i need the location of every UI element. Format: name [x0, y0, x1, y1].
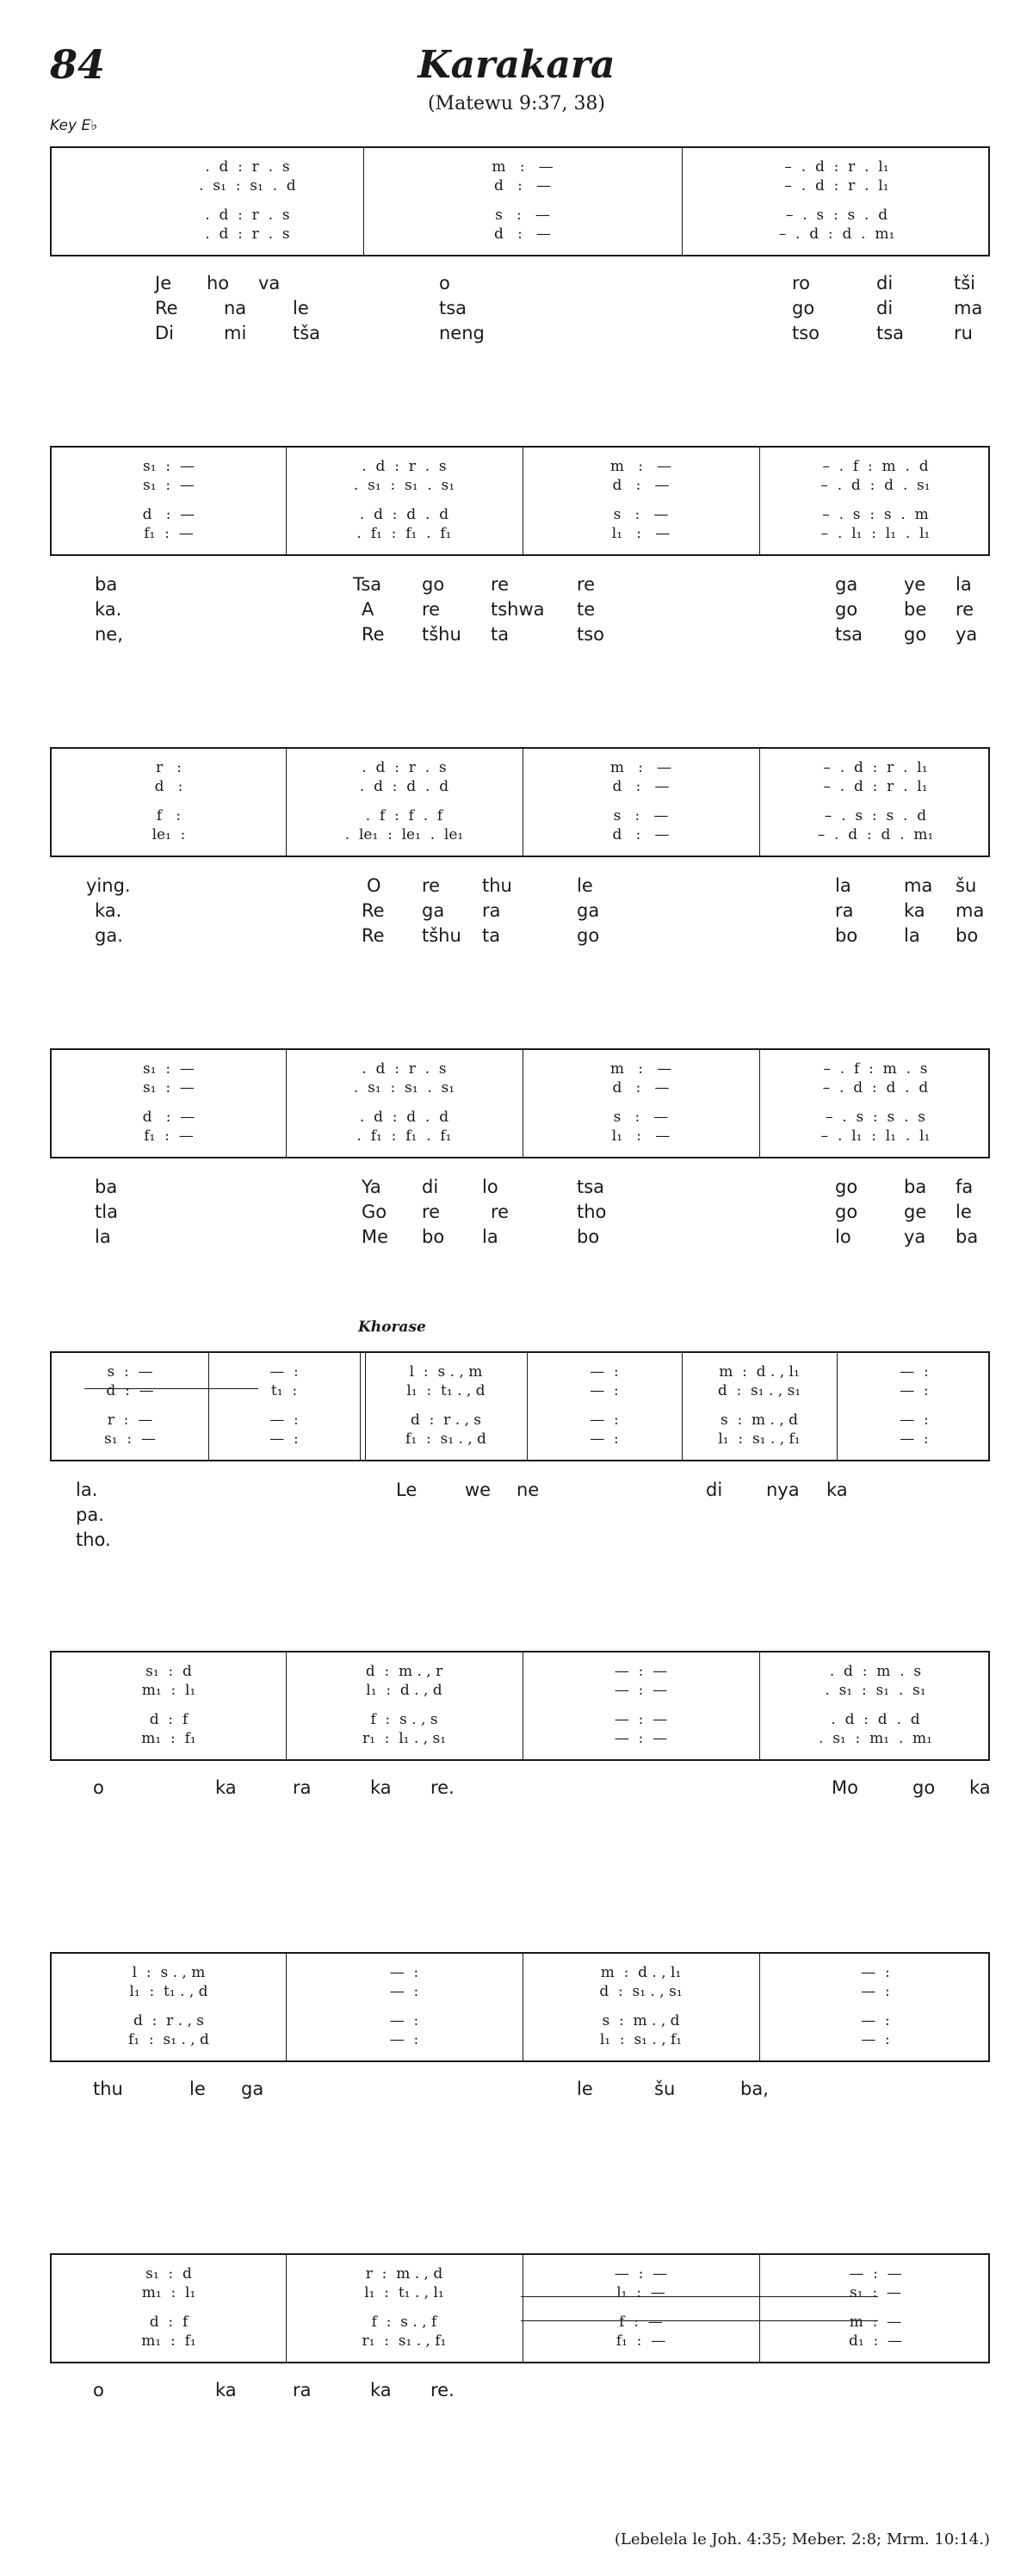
lyric-syllable: ga — [241, 2079, 264, 2099]
soprano-notes: m : d . , l₁ — [600, 1964, 682, 1981]
bass-notes: . le₁ : le₁ . le₁ — [344, 826, 464, 843]
soprano-notes: . d : r . s — [362, 759, 447, 776]
soprano-notes: . d : m . s — [829, 1663, 922, 1680]
lyric-syllable: ge — [904, 1202, 927, 1222]
lyric-syllable: ya — [956, 624, 978, 645]
alto-notes: — : — — [614, 1682, 668, 1699]
lyric-syllable: ra — [835, 900, 854, 921]
soprano-notes: — : — [900, 1363, 929, 1381]
lyric-syllable: ra — [293, 1777, 312, 1798]
tenor-notes: — : — [900, 1412, 929, 1429]
lyric-syllable: tho. — [76, 1529, 111, 1550]
lyric-syllable: re. — [430, 1777, 455, 1798]
bass-notes: r₁ : s₁ . , f₁ — [362, 2332, 447, 2350]
bass-notes: . s₁ : m₁ . m₁ — [819, 1730, 932, 1747]
alto-notes: . s₁ : s₁ . s₁ — [353, 477, 455, 494]
lyric-syllable: bo — [835, 925, 858, 946]
lyric-syllable: ya — [904, 1226, 926, 1247]
lyric-syllable: be — [904, 599, 927, 620]
lyric-syllable: ka — [370, 2380, 392, 2400]
tie-line — [521, 2320, 878, 2321]
lyric-syllable: tša — [293, 323, 321, 343]
lyric-syllable: Re — [362, 925, 385, 946]
barline — [286, 1050, 287, 1157]
soprano-notes: m : — — [609, 759, 672, 776]
soprano-notes: r : m . , d — [365, 2265, 443, 2283]
lyric-syllable: ro — [792, 273, 811, 293]
barline — [682, 1353, 683, 1460]
lyric-syllable: di — [876, 273, 894, 293]
lyric-syllable: la — [835, 875, 851, 896]
tenor-notes: d : — — [142, 1109, 195, 1126]
alto-notes: – . d : d . s₁ — [820, 477, 931, 494]
lyric-syllable: ba — [95, 574, 118, 595]
lyric-syllable: thu — [93, 2079, 123, 2099]
lyric-syllable: tšhu — [422, 624, 461, 645]
lyric-syllable: go — [835, 1202, 858, 1222]
lyric-syllable: ka. — [95, 900, 122, 921]
bass-notes: m₁ : f₁ — [141, 2332, 196, 2350]
alto-notes: d : — — [612, 1079, 670, 1096]
tenor-notes: s : — — [613, 506, 669, 523]
lyric-syllable: lo — [835, 1226, 851, 1247]
soprano-notes: s : — — [107, 1363, 153, 1381]
bass-notes: d₁ : — — [848, 2332, 903, 2350]
lyric-syllable: tso — [577, 624, 605, 645]
score-system-7 — [50, 1952, 990, 2062]
tenor-notes: s : — — [613, 807, 669, 825]
alto-notes: – . d : r . l₁ — [823, 778, 928, 795]
barline — [286, 1954, 287, 2060]
bass-notes: – . d : d . m₁ — [778, 225, 895, 243]
lyric-syllable: ma — [904, 875, 933, 896]
barline — [286, 749, 287, 856]
tenor-notes: s : — — [613, 1109, 669, 1126]
bass-notes: — : — — [614, 1730, 668, 1747]
barline — [365, 1353, 366, 1460]
lyric-syllable: le — [577, 2079, 593, 2099]
lyric-syllable: pa. — [76, 1504, 104, 1525]
alto-notes: d : s₁ . , s₁ — [717, 1382, 801, 1399]
bass-notes: — : — [861, 2031, 890, 2048]
lyric-syllable: Re — [362, 624, 385, 645]
lyric-syllable: ka — [215, 2380, 237, 2400]
tenor-notes: f : — — [619, 2313, 663, 2331]
lyric-syllable: le — [956, 1202, 972, 1222]
tenor-notes: . f : f . f — [365, 807, 443, 825]
barline — [759, 2255, 760, 2362]
alto-notes: — : — [389, 1983, 419, 2000]
bass-notes: — : — [900, 1430, 929, 1448]
bass-notes: — : — [590, 1430, 619, 1448]
lyric-syllable: ga — [835, 574, 858, 595]
tenor-notes: d : r . , s — [133, 2012, 205, 2029]
tenor-notes: . d : d . d — [831, 1711, 920, 1728]
lyric-syllable: ka — [215, 1777, 237, 1798]
lyric-syllable: tla — [95, 1202, 118, 1222]
tenor-notes: r : — — [107, 1412, 153, 1429]
lyric-syllable: ma — [956, 900, 985, 921]
tenor-notes: d : r . , s — [410, 1412, 482, 1429]
alto-notes: d : — — [612, 477, 670, 494]
alto-notes: s₁ : — — [143, 1079, 195, 1096]
lyric-syllable: Re — [155, 298, 178, 318]
bass-notes: d : — — [493, 225, 552, 243]
lyric-syllable: go — [422, 574, 445, 595]
barline — [759, 1050, 760, 1157]
soprano-notes: – . d : r . l₁ — [784, 158, 889, 176]
alto-notes: m₁ : l₁ — [141, 1682, 196, 1699]
alto-notes: – . d : d . d — [822, 1079, 929, 1096]
lyric-syllable: o — [439, 273, 450, 293]
chorus-label: Khorase — [358, 1319, 426, 1336]
alto-notes: – . d : r . l₁ — [784, 177, 889, 195]
bass-notes: f₁ : — — [144, 525, 194, 542]
alto-notes: — : — [900, 1382, 929, 1399]
lyric-syllable: ne, — [95, 624, 123, 645]
alto-notes: l₁ : t₁ . , l₁ — [364, 2284, 444, 2301]
tenor-notes: s : — — [495, 207, 550, 224]
lyric-syllable: le — [293, 298, 309, 318]
bass-notes: d : — — [612, 826, 670, 843]
key-signature: Key E♭ — [50, 117, 98, 134]
score-system-3 — [50, 747, 990, 857]
lyric-syllable: go — [904, 624, 927, 645]
lyric-syllable: go — [792, 298, 815, 318]
bass-notes: . f₁ : f₁ . f₁ — [356, 1127, 452, 1145]
lyric-syllable: nya — [766, 1480, 800, 1500]
tenor-notes: m : — — [849, 2313, 902, 2331]
lyric-syllable: thu — [482, 875, 512, 896]
lyric-syllable: fa — [956, 1177, 974, 1197]
bass-notes: r₁ : l₁ . , s₁ — [362, 1730, 447, 1747]
lyric-syllable: o — [93, 1777, 104, 1798]
tenor-notes: d : f — [149, 1711, 189, 1728]
lyric-syllable: ga — [422, 900, 445, 921]
soprano-notes: – . f : m . s — [823, 1060, 928, 1078]
score-system-8 — [50, 2253, 990, 2363]
bass-notes: f₁ : — — [144, 1127, 194, 1145]
lyric-syllable: la — [956, 574, 972, 595]
lyric-syllable: ga — [577, 900, 600, 921]
soprano-notes: . d : r . s — [362, 458, 447, 475]
lyric-syllable: go — [577, 925, 600, 946]
tenor-notes: – . s : s . s — [825, 1109, 926, 1126]
lyric-syllable: tshwa — [491, 599, 545, 620]
alto-notes: d : — — [612, 778, 670, 795]
soprano-notes: r : — [155, 759, 182, 776]
tenor-notes: s : m . , d — [602, 2012, 680, 2029]
alto-notes: d : — — [493, 177, 552, 195]
tenor-notes: . d : d . d — [359, 1109, 449, 1126]
lyric-syllable: ying. — [86, 875, 131, 896]
lyric-syllable: Me — [362, 1226, 389, 1247]
barline — [286, 1652, 287, 1759]
lyric-syllable: bo — [956, 925, 979, 946]
lyric-syllable: re. — [430, 2380, 455, 2400]
lyric-syllable: le — [189, 2079, 206, 2099]
lyric-syllable: ka. — [95, 599, 122, 620]
lyric-syllable: ka — [826, 1480, 848, 1500]
lyric-syllable: re — [491, 574, 510, 595]
lyric-syllable: ma — [954, 298, 983, 318]
lyric-syllable: re — [491, 1202, 510, 1222]
score-system-2 — [50, 446, 990, 556]
lyric-syllable: te — [577, 599, 596, 620]
bass-notes: . f₁ : f₁ . f₁ — [356, 525, 452, 542]
lyric-syllable: va — [258, 273, 281, 293]
tenor-notes: d : f — [149, 2313, 189, 2331]
tenor-notes: — : — [861, 2012, 890, 2029]
lyric-syllable: A — [362, 599, 374, 620]
bass-notes: f₁ : — — [615, 2332, 666, 2350]
lyric-syllable: lo — [482, 1177, 498, 1197]
alto-notes: . s₁ : s₁ . d — [189, 177, 296, 195]
alto-notes: d : s₁ . , s₁ — [599, 1983, 683, 2000]
tie-line — [84, 1388, 258, 1389]
bass-notes: l₁ : s₁ . , f₁ — [718, 1430, 801, 1448]
lyric-syllable: ne — [516, 1480, 540, 1500]
soprano-notes: — : — [590, 1363, 619, 1381]
hymn-title: Karakara — [418, 43, 615, 87]
lyric-syllable: la. — [76, 1480, 98, 1500]
tenor-notes: s : m . , d — [720, 1412, 799, 1429]
lyric-syllable: Re — [362, 900, 385, 921]
barline — [363, 148, 364, 255]
lyric-syllable: ba, — [740, 2079, 769, 2099]
lyric-syllable: go — [912, 1777, 936, 1798]
barline — [759, 448, 760, 554]
bass-notes: s₁ : — — [104, 1430, 156, 1448]
barline — [837, 1353, 838, 1460]
barline — [759, 749, 760, 856]
soprano-notes: m : d . , l₁ — [719, 1363, 800, 1381]
tenor-notes: – . s : s . d — [785, 207, 888, 224]
lyric-syllable: la — [904, 925, 920, 946]
tie-line — [521, 2296, 878, 2297]
barline — [360, 1353, 361, 1460]
soprano-notes: l : s . , m — [409, 1363, 483, 1381]
soprano-notes: l : s . , m — [132, 1964, 206, 1981]
soprano-notes: — : — — [614, 2265, 668, 2283]
barline — [208, 1353, 209, 1460]
tenor-notes: . d : r . s — [195, 207, 290, 224]
barline — [286, 448, 287, 554]
lyric-syllable: tšhu — [422, 925, 461, 946]
alto-notes: l₁ : t₁ . , d — [406, 1382, 486, 1399]
bass-notes: – . l₁ : l₁ . l₁ — [820, 1127, 931, 1145]
soprano-notes: m : — — [609, 1060, 672, 1078]
bass-notes: — : — [269, 1430, 299, 1448]
barline — [759, 1954, 760, 2060]
lyric-syllable: tsa — [439, 298, 467, 318]
alto-notes: d : — [154, 778, 183, 795]
lyric-syllable: we — [465, 1480, 492, 1500]
lyric-syllable: di — [706, 1480, 723, 1500]
bass-notes: l₁ : s₁ . , f₁ — [599, 2031, 683, 2048]
soprano-notes: – . d : r . l₁ — [823, 759, 928, 776]
lyric-syllable: tso — [792, 323, 820, 343]
alto-notes: — : — [590, 1382, 619, 1399]
alto-notes: — : — [861, 1983, 890, 2000]
alto-notes: . d : d . d — [359, 778, 449, 795]
tenor-notes: – . s : s . d — [824, 807, 927, 825]
lyric-syllable: o — [93, 2380, 104, 2400]
lyric-syllable: ka — [904, 900, 925, 921]
lyric-syllable: mi — [224, 323, 247, 343]
lyric-syllable: Tsa — [353, 574, 382, 595]
lyric-syllable: Go — [362, 1202, 387, 1222]
barline — [759, 1652, 760, 1759]
bass-notes: – . l₁ : l₁ . l₁ — [820, 525, 931, 542]
bass-notes: f₁ : s₁ . , d — [405, 1430, 486, 1448]
tenor-notes: — : — — [614, 1711, 668, 1728]
score-system-1 — [50, 146, 990, 256]
lyric-syllable: le — [577, 875, 593, 896]
lyric-syllable: Je — [155, 273, 172, 293]
soprano-notes: s₁ : — — [143, 458, 195, 475]
barline — [286, 2255, 287, 2362]
bass-notes: le₁ : — [152, 826, 186, 843]
lyric-syllable: šu — [654, 2079, 676, 2099]
bass-notes: f₁ : s₁ . , d — [128, 2031, 209, 2048]
barline — [527, 1353, 528, 1460]
alto-notes: s₁ : — — [850, 2284, 901, 2301]
lyric-syllable: di — [876, 298, 894, 318]
lyric-syllable: ho — [207, 273, 230, 293]
bass-notes: . d : r . s — [195, 225, 290, 243]
lyric-syllable: šu — [956, 875, 977, 896]
lyric-syllable: ta — [491, 624, 510, 645]
lyric-syllable: ba — [95, 1177, 118, 1197]
alto-notes: l₁ : — — [616, 2284, 665, 2301]
lyric-syllable: bo — [422, 1226, 445, 1247]
lyric-syllable: na — [224, 298, 247, 318]
lyric-syllable: neng — [439, 323, 485, 343]
lyric-syllable: tsa — [577, 1177, 605, 1197]
lyric-syllable: tho — [577, 1202, 607, 1222]
lyric-syllable: re — [956, 599, 974, 620]
lyric-syllable: tsa — [835, 624, 863, 645]
lyric-syllable: O — [367, 875, 381, 896]
soprano-notes: m : — — [492, 158, 554, 176]
bass-notes: m₁ : f₁ — [141, 1730, 196, 1747]
tenor-notes: . d : d . d — [359, 506, 449, 523]
soprano-notes: — : — [861, 1964, 890, 1981]
lyric-syllable: di — [422, 1177, 439, 1197]
lyric-syllable: tši — [954, 273, 976, 293]
tenor-notes: d : — — [142, 506, 195, 523]
tenor-notes: f : s . , f — [371, 2313, 437, 2331]
tenor-notes: f : s . , s — [370, 1711, 438, 1728]
score-system-4 — [50, 1048, 990, 1158]
barline — [682, 148, 683, 255]
lyric-syllable: go — [835, 1177, 858, 1197]
soprano-notes: — : — [389, 1964, 419, 1981]
lyric-syllable: re — [422, 599, 441, 620]
alto-notes: . s₁ : s₁ . s₁ — [825, 1682, 926, 1699]
lyric-syllable: ba — [904, 1177, 927, 1197]
tenor-notes: — : — [590, 1412, 619, 1429]
soprano-notes: d : m . , r — [365, 1663, 443, 1680]
tenor-notes: — : — [389, 2012, 419, 2029]
soprano-notes: s₁ : — — [143, 1060, 195, 1078]
bass-notes: – . d : d . m₁ — [817, 826, 934, 843]
soprano-notes: — : — — [614, 1663, 668, 1680]
alto-notes: l₁ : t₁ . , d — [129, 1983, 208, 2000]
lyric-syllable: Di — [155, 323, 175, 343]
soprano-notes: . d : r . s — [362, 1060, 447, 1078]
lyric-syllable: la — [95, 1226, 111, 1247]
lyric-syllable: ru — [954, 323, 973, 343]
scripture-reference: (Matewu 9:37, 38) — [427, 93, 606, 114]
lyric-syllable: re — [422, 1202, 441, 1222]
lyric-syllable: Le — [396, 1480, 418, 1500]
soprano-notes: – . f : m . d — [822, 458, 929, 475]
soprano-notes: s₁ : d — [145, 1663, 192, 1680]
score-system-6 — [50, 1651, 990, 1761]
alto-notes: d : — — [106, 1382, 154, 1399]
score-system-5 — [50, 1351, 990, 1461]
alto-notes: l₁ : d . , d — [366, 1682, 442, 1699]
alto-notes: s₁ : — — [143, 477, 195, 494]
tenor-notes: f : — [156, 807, 182, 825]
soprano-notes: — : — — [849, 2265, 902, 2283]
lyric-syllable: re — [422, 875, 441, 896]
lyric-syllable: ra — [482, 900, 501, 921]
bass-notes: l₁ : — — [611, 1127, 671, 1145]
tenor-notes: — : — [269, 1412, 299, 1429]
alto-notes: . s₁ : s₁ . s₁ — [353, 1079, 455, 1096]
lyric-syllable: ka — [370, 1777, 392, 1798]
lyric-syllable: ye — [904, 574, 926, 595]
soprano-notes: — : — [269, 1363, 299, 1381]
bass-notes: l₁ : — — [611, 525, 671, 542]
lyric-syllable: Mo — [832, 1777, 858, 1798]
lyric-syllable: ga. — [95, 925, 123, 946]
bass-notes: — : — [389, 2031, 419, 2048]
alto-notes: m₁ : l₁ — [141, 2284, 196, 2301]
soprano-notes: . d : r . s — [195, 158, 290, 176]
lyric-syllable: ra — [293, 2380, 312, 2400]
footer-reference: (Lebelela le Joh. 4:35; Meber. 2:8; Mrm. 10:14.) — [614, 2530, 990, 2548]
lyric-syllable: go — [835, 599, 858, 620]
tenor-notes: – . s : s . m — [822, 506, 929, 523]
hymn-number: 84 — [50, 41, 106, 88]
lyric-syllable: la — [482, 1226, 498, 1247]
soprano-notes: s₁ : d — [145, 2265, 192, 2283]
lyric-syllable: re — [577, 574, 596, 595]
soprano-notes: m : — — [609, 458, 672, 475]
lyric-syllable: tsa — [876, 323, 905, 343]
lyric-syllable: ba — [956, 1226, 979, 1247]
lyric-syllable: Ya — [362, 1177, 381, 1197]
lyric-syllable: ka — [969, 1777, 991, 1798]
lyric-syllable: ta — [482, 925, 501, 946]
lyric-syllable: bo — [577, 1226, 600, 1247]
alto-notes: t₁ : — [270, 1382, 298, 1399]
